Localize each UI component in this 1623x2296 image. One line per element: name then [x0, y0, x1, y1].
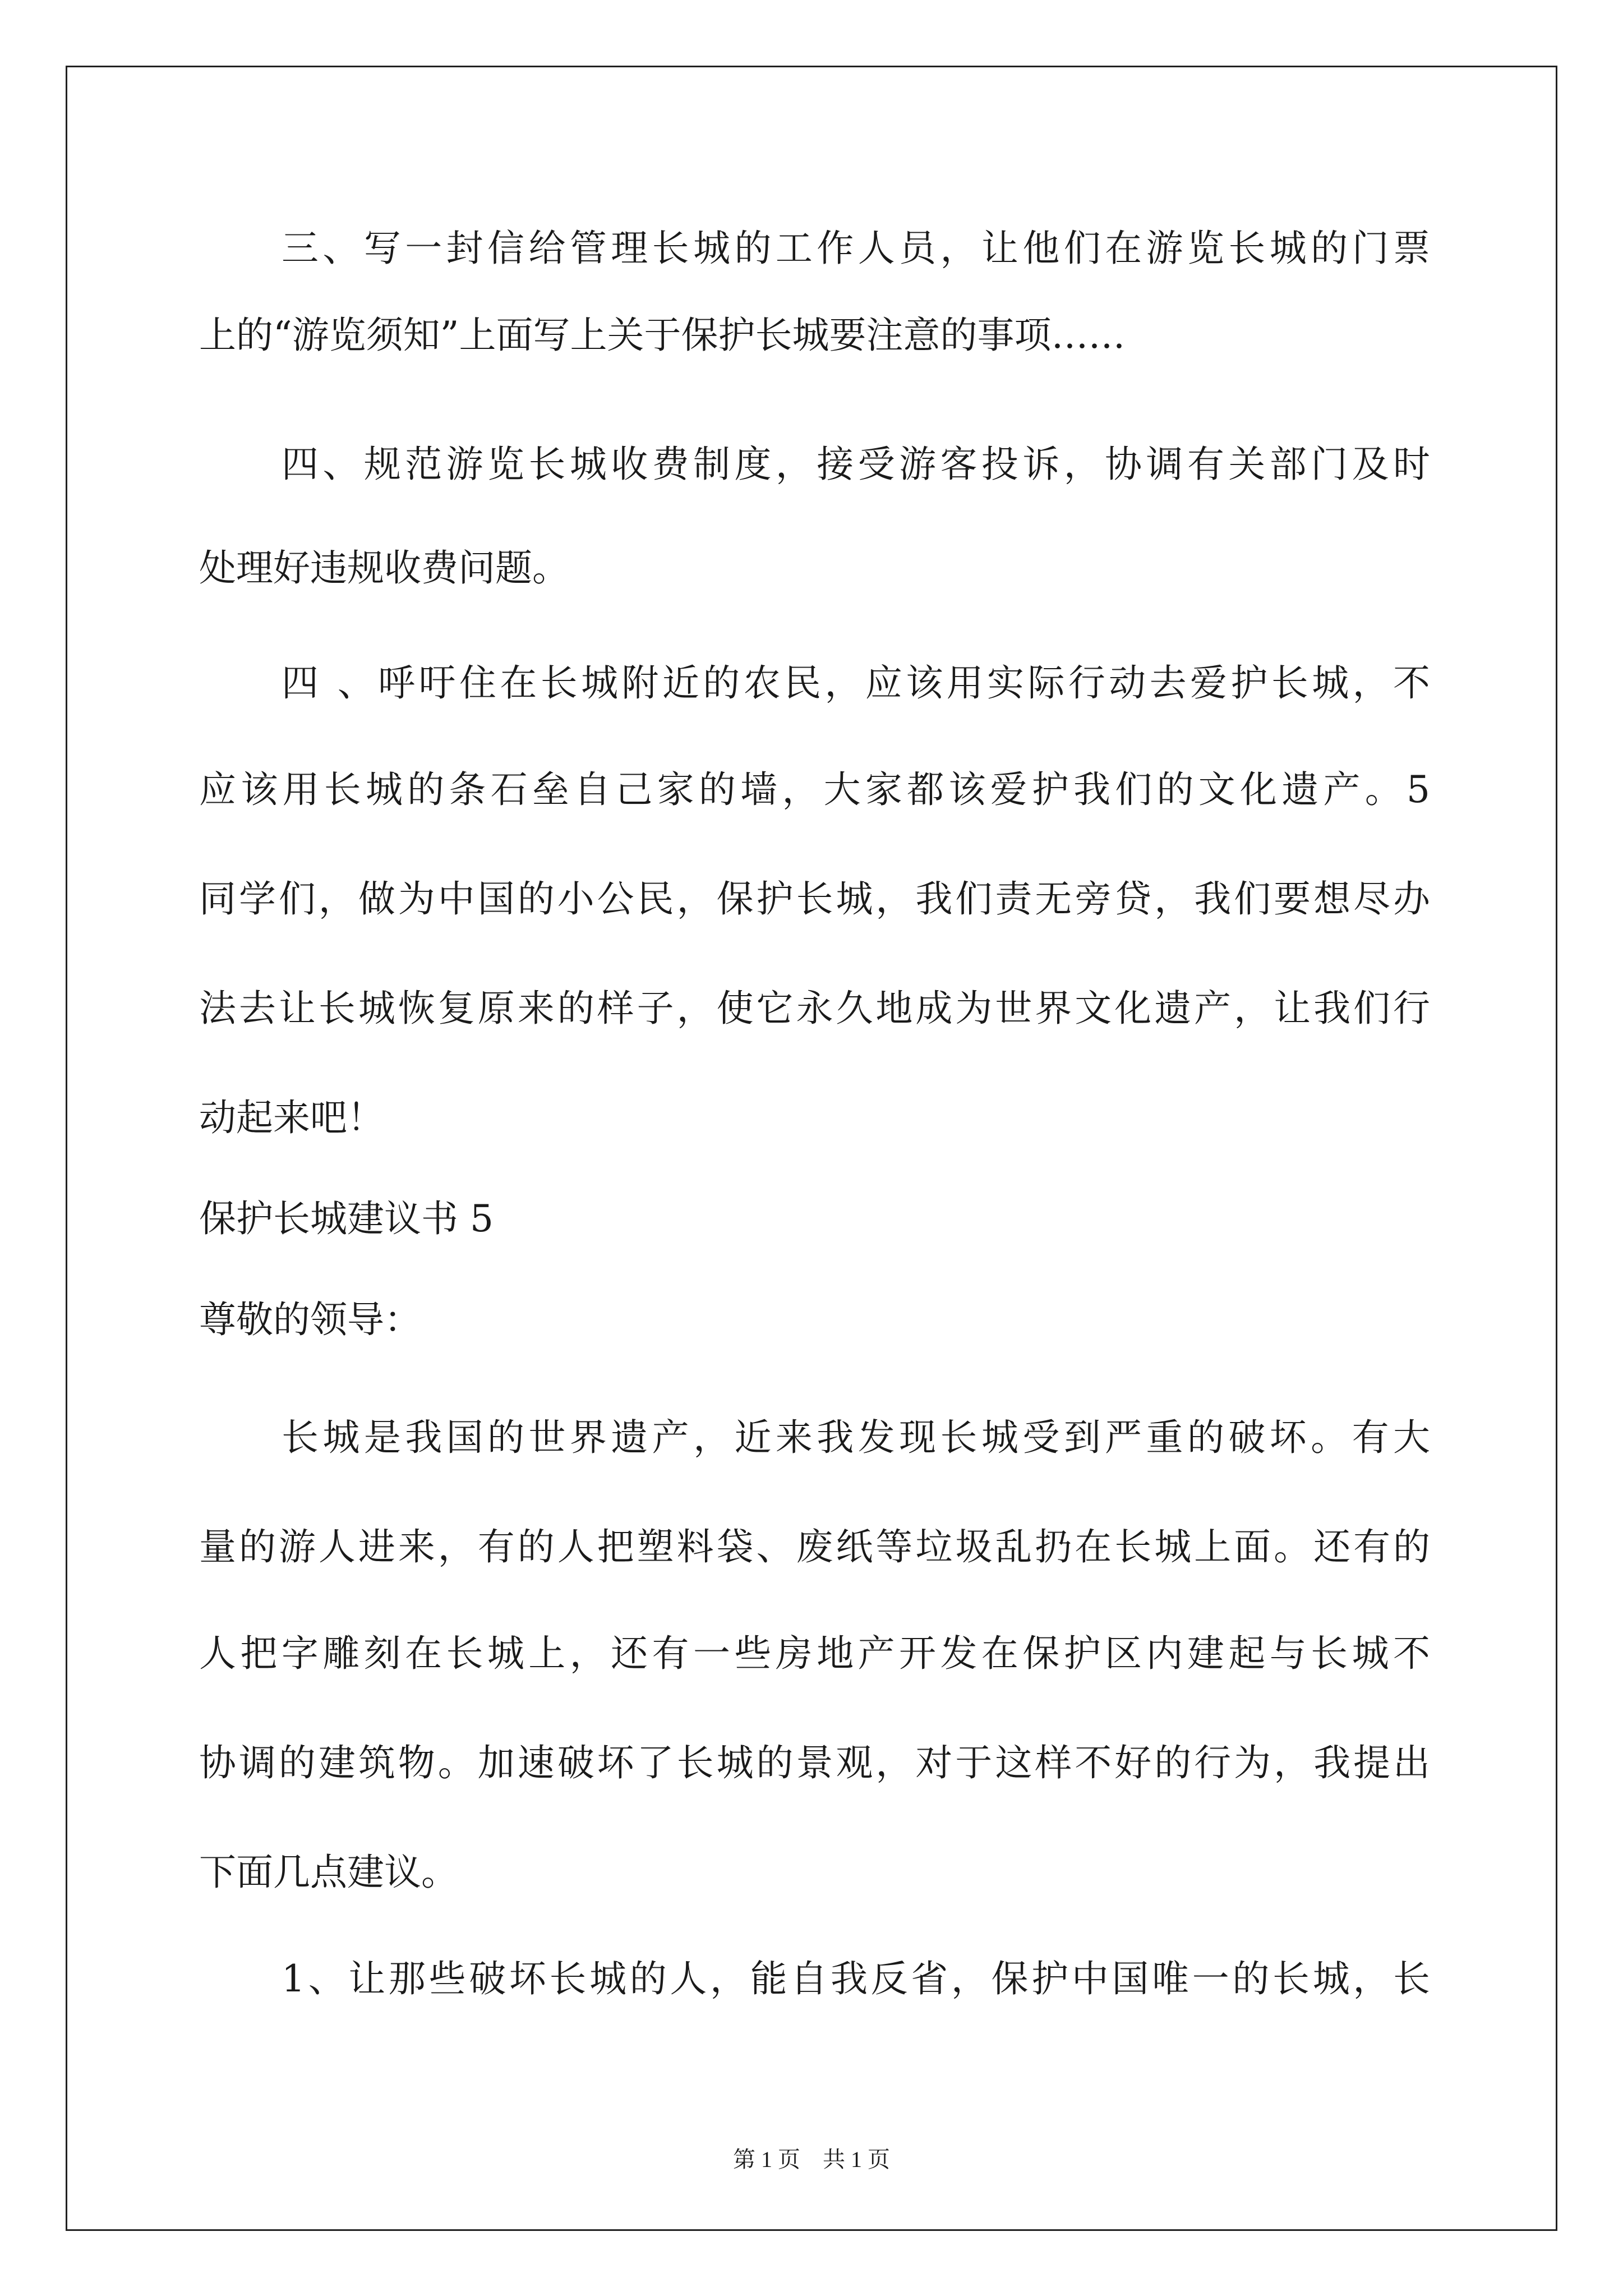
paragraph-line: 协调的建筑物。加速破坏了长城的景观，对于这样不好的行为，我提出 [199, 1741, 1430, 1784]
paragraph-line: 四、规范游览长城收费制度，接受游客投诉，协调有关部门及时 [282, 443, 1430, 486]
paragraph-line: 上的“游览须知”上面写上关于保护长城要注意的事项…… [199, 314, 1126, 357]
page-footer: 第 1 页 共 1 页 [733, 2147, 890, 2172]
paragraph-line: 同学们，做为中国的小公民，保护长城，我们责无旁贷，我们要想尽办 [199, 877, 1430, 921]
paragraph-line: 量的游人进来，有的人把塑料袋、废纸等垃圾乱扔在长城上面。还有的 [199, 1525, 1430, 1568]
section-heading: 保护长城建议书 5 [199, 1197, 494, 1240]
salutation: 尊敬的领导： [199, 1298, 421, 1341]
paragraph-line: 处理好违规收费问题。 [199, 546, 569, 590]
paragraph-line: 动起来吧！ [199, 1096, 384, 1139]
page-border [66, 66, 1557, 2231]
paragraph-line: 三、写一封信给管理长城的工作人员，让他们在游览长城的门票 [282, 227, 1430, 270]
paragraph-line: 人把字雕刻在长城上，还有一些房地产开发在保护区内建起与长城不 [199, 1632, 1430, 1675]
paragraph-line: 下面几点建议。 [199, 1851, 458, 1894]
paragraph-line: 法去让长城恢复原来的样子，使它永久地成为世界文化遗产，让我们行 [199, 987, 1430, 1030]
paragraph-line: 1、让那些破坏长城的人，能自我反省，保护中国唯一的长城，长 [282, 1957, 1430, 2000]
paragraph-line: 应该用长城的条石垒自己家的墙，大家都该爱护我们的文化遗产。5 [199, 768, 1430, 811]
paragraph-line: 长城是我国的世界遗产，近来我发现长城受到严重的破坏。有大 [282, 1416, 1430, 1459]
paragraph-line: 四 、呼吁住在长城附近的农民，应该用实际行动去爱护长城，不 [282, 661, 1430, 705]
